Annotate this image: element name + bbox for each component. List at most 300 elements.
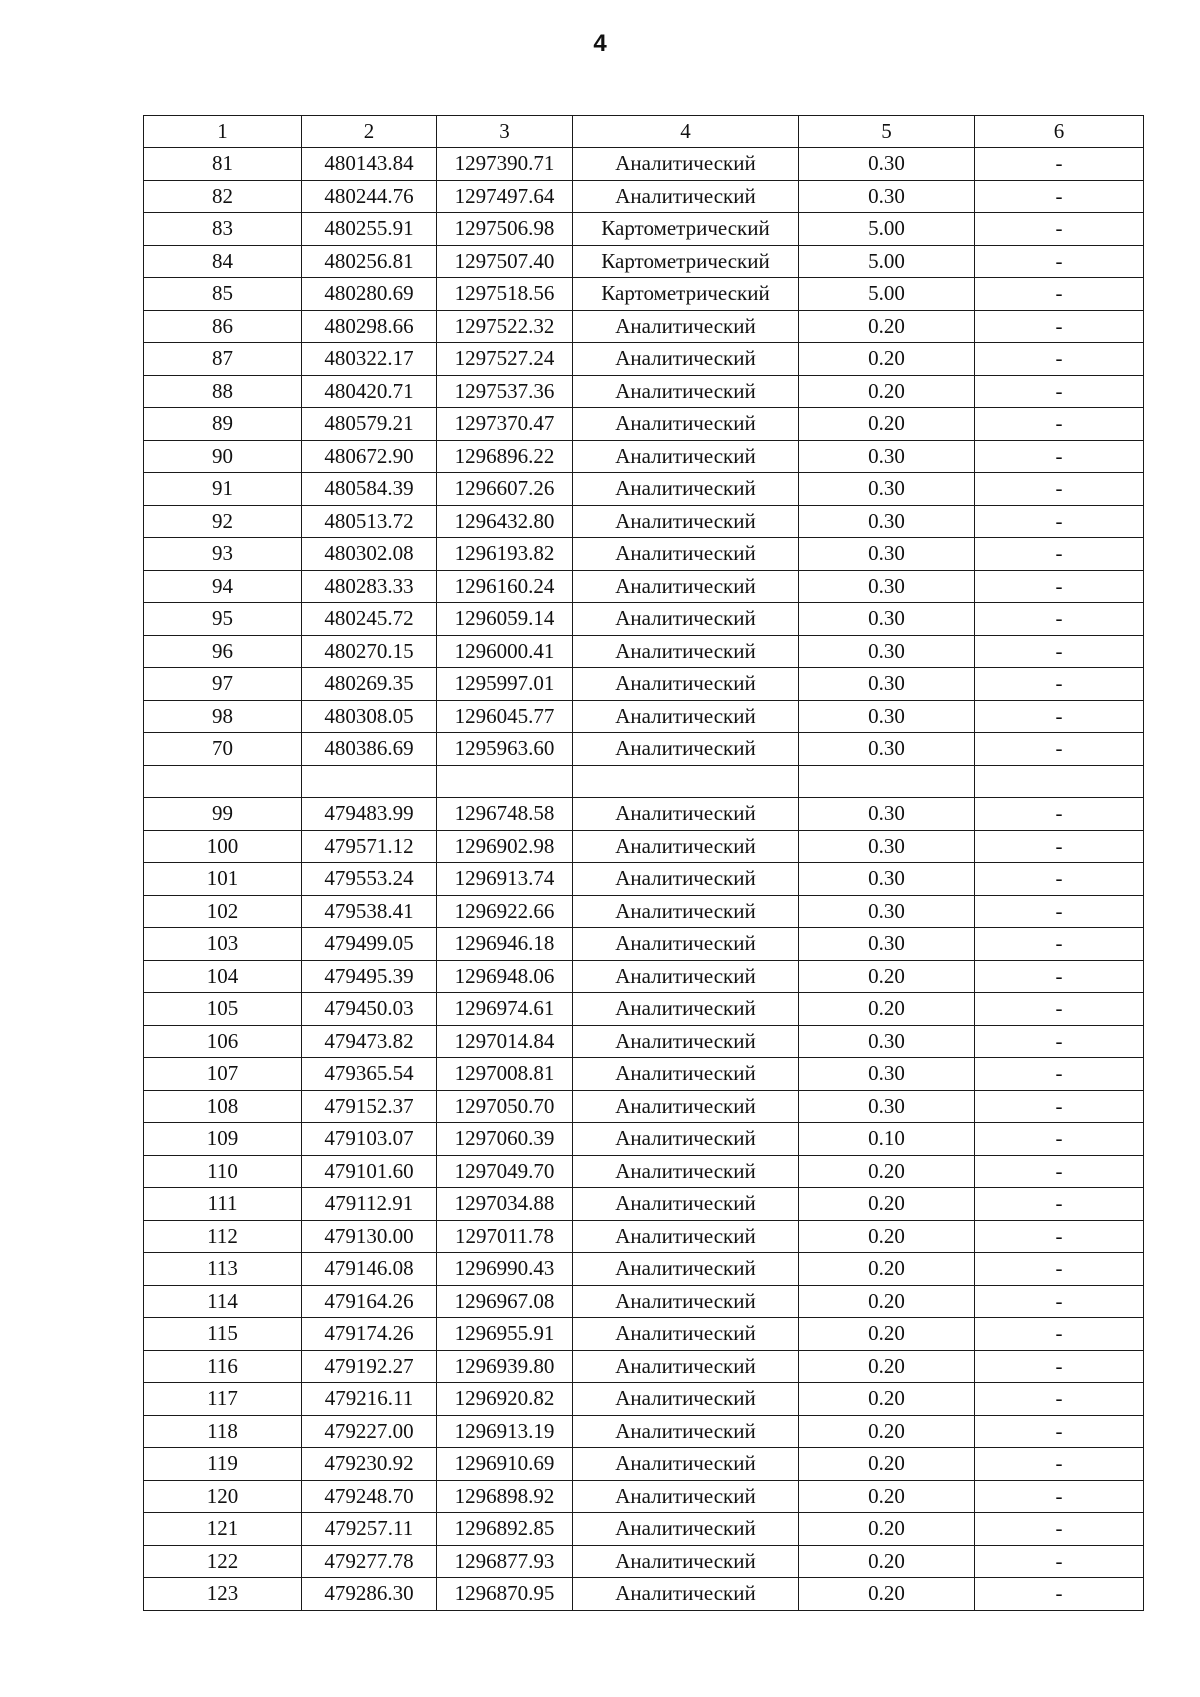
y-coordinate-cell: 1296955.91	[437, 1318, 573, 1351]
table-row	[144, 733, 1144, 766]
point-number-cell: 100	[144, 830, 302, 863]
x-coordinate-cell: 479192.27	[302, 1350, 437, 1383]
y-coordinate-cell: 1296870.95	[437, 1578, 573, 1611]
point-number-cell: 117	[144, 1383, 302, 1416]
accuracy-cell: 0.20	[799, 1415, 975, 1448]
table-row	[144, 603, 1144, 636]
note-cell: -	[975, 1545, 1144, 1578]
note-cell: -	[975, 1383, 1144, 1416]
accuracy-cell: 0.10	[799, 1123, 975, 1156]
y-coordinate-cell: 1297390.71	[437, 148, 573, 181]
point-number-cell: 99	[144, 798, 302, 831]
table-row	[144, 1578, 1144, 1611]
x-coordinate-cell: 479495.39	[302, 960, 437, 993]
point-number-cell: 122	[144, 1545, 302, 1578]
method-cell: Аналитический	[573, 473, 799, 506]
accuracy-cell	[799, 765, 975, 798]
accuracy-cell: 0.30	[799, 668, 975, 701]
accuracy-cell: 0.20	[799, 1513, 975, 1546]
x-coordinate-cell: 479103.07	[302, 1123, 437, 1156]
method-cell: Аналитический	[573, 148, 799, 181]
x-coordinate-cell: 479146.08	[302, 1253, 437, 1286]
table-body	[144, 116, 1144, 1611]
x-coordinate-cell: 479571.12	[302, 830, 437, 863]
y-coordinate-cell: 1297008.81	[437, 1058, 573, 1091]
point-number-cell: 93	[144, 538, 302, 571]
table-header-row	[144, 116, 1144, 148]
x-coordinate-cell: 479101.60	[302, 1155, 437, 1188]
note-cell: -	[975, 1285, 1144, 1318]
note-cell: -	[975, 473, 1144, 506]
y-coordinate-cell: 1297522.32	[437, 310, 573, 343]
point-number-cell: 96	[144, 635, 302, 668]
table-row	[144, 1448, 1144, 1481]
x-coordinate-cell: 480322.17	[302, 343, 437, 376]
note-cell: -	[975, 440, 1144, 473]
point-number-cell: 84	[144, 245, 302, 278]
y-coordinate-cell: 1296948.06	[437, 960, 573, 993]
accuracy-cell: 0.30	[799, 538, 975, 571]
method-cell: Аналитический	[573, 408, 799, 441]
accuracy-cell: 0.30	[799, 1058, 975, 1091]
note-cell: -	[975, 310, 1144, 343]
table-row	[144, 668, 1144, 701]
point-number-cell: 97	[144, 668, 302, 701]
x-coordinate-cell: 480298.66	[302, 310, 437, 343]
x-coordinate-cell: 480584.39	[302, 473, 437, 506]
table-row	[144, 830, 1144, 863]
point-number-cell: 114	[144, 1285, 302, 1318]
note-cell: -	[975, 1253, 1144, 1286]
y-coordinate-cell: 1296432.80	[437, 505, 573, 538]
y-coordinate-cell: 1296896.22	[437, 440, 573, 473]
note-cell: -	[975, 1155, 1144, 1188]
method-cell: Аналитический	[573, 1415, 799, 1448]
method-cell: Аналитический	[573, 1448, 799, 1481]
page-number: 4	[593, 30, 607, 57]
table-row	[144, 928, 1144, 961]
y-coordinate-cell: 1296946.18	[437, 928, 573, 961]
point-number-cell: 85	[144, 278, 302, 311]
x-coordinate-cell: 479130.00	[302, 1220, 437, 1253]
point-number-cell: 94	[144, 570, 302, 603]
table-row	[144, 1318, 1144, 1351]
note-cell: -	[975, 928, 1144, 961]
point-number-cell: 113	[144, 1253, 302, 1286]
note-cell: -	[975, 213, 1144, 246]
table-row	[144, 1513, 1144, 1546]
accuracy-cell: 0.30	[799, 863, 975, 896]
note-cell: -	[975, 960, 1144, 993]
y-coordinate-cell: 1296160.24	[437, 570, 573, 603]
table-row	[144, 278, 1144, 311]
note-cell: -	[975, 798, 1144, 831]
point-number-cell: 110	[144, 1155, 302, 1188]
accuracy-cell: 0.20	[799, 343, 975, 376]
y-coordinate-cell: 1297527.24	[437, 343, 573, 376]
method-cell: Картометрический	[573, 278, 799, 311]
accuracy-cell: 0.20	[799, 1383, 975, 1416]
x-coordinate-cell: 480513.72	[302, 505, 437, 538]
table-row	[144, 765, 1144, 798]
point-number-cell: 107	[144, 1058, 302, 1091]
table-row	[144, 473, 1144, 506]
method-cell: Аналитический	[573, 863, 799, 896]
table-row	[144, 1220, 1144, 1253]
table-row	[144, 343, 1144, 376]
point-number-cell: 104	[144, 960, 302, 993]
y-coordinate-cell: 1296922.66	[437, 895, 573, 928]
note-cell: -	[975, 1123, 1144, 1156]
point-number-cell: 109	[144, 1123, 302, 1156]
method-cell: Аналитический	[573, 895, 799, 928]
note-cell: -	[975, 863, 1144, 896]
table-row	[144, 180, 1144, 213]
accuracy-cell: 5.00	[799, 278, 975, 311]
method-cell: Аналитический	[573, 700, 799, 733]
method-cell: Аналитический	[573, 1513, 799, 1546]
note-cell: -	[975, 700, 1144, 733]
x-coordinate-cell: 479248.70	[302, 1480, 437, 1513]
table-row	[144, 895, 1144, 928]
x-coordinate-cell: 480672.90	[302, 440, 437, 473]
method-cell: Аналитический	[573, 1220, 799, 1253]
method-cell: Аналитический	[573, 960, 799, 993]
table-row	[144, 1155, 1144, 1188]
y-coordinate-cell: 1297060.39	[437, 1123, 573, 1156]
y-coordinate-cell	[437, 765, 573, 798]
method-cell: Аналитический	[573, 1350, 799, 1383]
table-row	[144, 213, 1144, 246]
point-number-cell: 120	[144, 1480, 302, 1513]
x-coordinate-cell: 479227.00	[302, 1415, 437, 1448]
table-row	[144, 1383, 1144, 1416]
method-cell: Аналитический	[573, 1480, 799, 1513]
x-coordinate-cell: 480143.84	[302, 148, 437, 181]
header-cell: 1	[144, 116, 302, 148]
point-number-cell: 87	[144, 343, 302, 376]
table-row	[144, 245, 1144, 278]
table-row	[144, 1350, 1144, 1383]
note-cell: -	[975, 668, 1144, 701]
x-coordinate-cell: 480420.71	[302, 375, 437, 408]
table-row	[144, 1480, 1144, 1513]
method-cell: Аналитический	[573, 1188, 799, 1221]
x-coordinate-cell: 479257.11	[302, 1513, 437, 1546]
accuracy-cell: 0.20	[799, 1188, 975, 1221]
note-cell: -	[975, 343, 1144, 376]
table-row	[144, 1188, 1144, 1221]
table-row	[144, 960, 1144, 993]
table-row	[144, 700, 1144, 733]
x-coordinate-cell: 479538.41	[302, 895, 437, 928]
y-coordinate-cell: 1296059.14	[437, 603, 573, 636]
header-cell: 6	[975, 116, 1144, 148]
accuracy-cell: 0.30	[799, 505, 975, 538]
table-row	[144, 570, 1144, 603]
x-coordinate-cell: 479216.11	[302, 1383, 437, 1416]
note-cell: -	[975, 570, 1144, 603]
y-coordinate-cell: 1296193.82	[437, 538, 573, 571]
note-cell: -	[975, 375, 1144, 408]
table-row	[144, 148, 1144, 181]
note-cell: -	[975, 603, 1144, 636]
x-coordinate-cell: 479473.82	[302, 1025, 437, 1058]
y-coordinate-cell: 1297011.78	[437, 1220, 573, 1253]
accuracy-cell: 0.20	[799, 1578, 975, 1611]
accuracy-cell: 0.20	[799, 1220, 975, 1253]
x-coordinate-cell: 480283.33	[302, 570, 437, 603]
x-coordinate-cell: 479174.26	[302, 1318, 437, 1351]
table-row	[144, 635, 1144, 668]
y-coordinate-cell: 1296902.98	[437, 830, 573, 863]
x-coordinate-cell: 479450.03	[302, 993, 437, 1026]
accuracy-cell: 0.20	[799, 1285, 975, 1318]
x-coordinate-cell: 479152.37	[302, 1090, 437, 1123]
y-coordinate-cell: 1297370.47	[437, 408, 573, 441]
accuracy-cell: 0.20	[799, 375, 975, 408]
y-coordinate-cell: 1296045.77	[437, 700, 573, 733]
accuracy-cell: 0.30	[799, 798, 975, 831]
point-number-cell: 81	[144, 148, 302, 181]
point-number-cell: 106	[144, 1025, 302, 1058]
note-cell: -	[975, 538, 1144, 571]
accuracy-cell: 0.20	[799, 1253, 975, 1286]
method-cell: Аналитический	[573, 993, 799, 1026]
accuracy-cell: 0.20	[799, 1350, 975, 1383]
method-cell: Аналитический	[573, 1578, 799, 1611]
y-coordinate-cell: 1296967.08	[437, 1285, 573, 1318]
y-coordinate-cell: 1297506.98	[437, 213, 573, 246]
x-coordinate-cell: 480269.35	[302, 668, 437, 701]
accuracy-cell: 0.30	[799, 733, 975, 766]
table-row	[144, 1090, 1144, 1123]
note-cell: -	[975, 830, 1144, 863]
method-cell: Аналитический	[573, 1123, 799, 1156]
point-number-cell: 90	[144, 440, 302, 473]
point-number-cell: 86	[144, 310, 302, 343]
method-cell: Аналитический	[573, 1090, 799, 1123]
note-cell: -	[975, 733, 1144, 766]
point-number-cell: 111	[144, 1188, 302, 1221]
y-coordinate-cell: 1296974.61	[437, 993, 573, 1026]
point-number-cell: 103	[144, 928, 302, 961]
table-row	[144, 1058, 1144, 1091]
method-cell: Картометрический	[573, 245, 799, 278]
y-coordinate-cell: 1296607.26	[437, 473, 573, 506]
y-coordinate-cell: 1296910.69	[437, 1448, 573, 1481]
accuracy-cell: 0.20	[799, 1155, 975, 1188]
method-cell: Аналитический	[573, 1318, 799, 1351]
x-coordinate-cell: 480245.72	[302, 603, 437, 636]
method-cell: Аналитический	[573, 505, 799, 538]
note-cell: -	[975, 1220, 1144, 1253]
note-cell: -	[975, 1513, 1144, 1546]
header-cell: 3	[437, 116, 573, 148]
point-number-cell: 101	[144, 863, 302, 896]
y-coordinate-cell: 1296748.58	[437, 798, 573, 831]
method-cell: Аналитический	[573, 635, 799, 668]
table-row	[144, 1285, 1144, 1318]
method-cell: Аналитический	[573, 668, 799, 701]
y-coordinate-cell: 1296990.43	[437, 1253, 573, 1286]
y-coordinate-cell: 1296920.82	[437, 1383, 573, 1416]
x-coordinate-cell: 480302.08	[302, 538, 437, 571]
note-cell: -	[975, 1448, 1144, 1481]
method-cell: Аналитический	[573, 1253, 799, 1286]
method-cell: Аналитический	[573, 928, 799, 961]
table-row	[144, 798, 1144, 831]
y-coordinate-cell: 1296898.92	[437, 1480, 573, 1513]
accuracy-cell: 0.30	[799, 1025, 975, 1058]
point-number-cell: 112	[144, 1220, 302, 1253]
point-number-cell: 102	[144, 895, 302, 928]
note-cell: -	[975, 180, 1144, 213]
table-row	[144, 1415, 1144, 1448]
table-row	[144, 538, 1144, 571]
y-coordinate-cell: 1295963.60	[437, 733, 573, 766]
x-coordinate-cell: 479483.99	[302, 798, 437, 831]
x-coordinate-cell: 480256.81	[302, 245, 437, 278]
header-cell: 5	[799, 116, 975, 148]
table-row	[144, 310, 1144, 343]
note-cell: -	[975, 1415, 1144, 1448]
method-cell: Аналитический	[573, 798, 799, 831]
table-row	[144, 1123, 1144, 1156]
method-cell: Аналитический	[573, 310, 799, 343]
x-coordinate-cell: 480244.76	[302, 180, 437, 213]
y-coordinate-cell: 1297050.70	[437, 1090, 573, 1123]
note-cell: -	[975, 1480, 1144, 1513]
note-cell: -	[975, 148, 1144, 181]
note-cell: -	[975, 1058, 1144, 1091]
x-coordinate-cell: 479553.24	[302, 863, 437, 896]
accuracy-cell: 0.20	[799, 960, 975, 993]
accuracy-cell: 0.30	[799, 635, 975, 668]
x-coordinate-cell: 479164.26	[302, 1285, 437, 1318]
x-coordinate-cell: 479277.78	[302, 1545, 437, 1578]
note-cell: -	[975, 505, 1144, 538]
table-row	[144, 993, 1144, 1026]
accuracy-cell: 0.30	[799, 570, 975, 603]
point-number-cell: 121	[144, 1513, 302, 1546]
point-number-cell: 89	[144, 408, 302, 441]
note-cell	[975, 765, 1144, 798]
y-coordinate-cell: 1297497.64	[437, 180, 573, 213]
point-number-cell: 118	[144, 1415, 302, 1448]
method-cell: Аналитический	[573, 733, 799, 766]
y-coordinate-cell: 1297014.84	[437, 1025, 573, 1058]
header-cell: 4	[573, 116, 799, 148]
y-coordinate-cell: 1295997.01	[437, 668, 573, 701]
y-coordinate-cell: 1296877.93	[437, 1545, 573, 1578]
method-cell: Картометрический	[573, 213, 799, 246]
method-cell: Аналитический	[573, 830, 799, 863]
point-number-cell: 91	[144, 473, 302, 506]
table-row	[144, 375, 1144, 408]
note-cell: -	[975, 1318, 1144, 1351]
accuracy-cell: 0.30	[799, 928, 975, 961]
method-cell: Аналитический	[573, 375, 799, 408]
point-number-cell	[144, 765, 302, 798]
point-number-cell: 116	[144, 1350, 302, 1383]
x-coordinate-cell	[302, 765, 437, 798]
note-cell: -	[975, 1350, 1144, 1383]
x-coordinate-cell: 479112.91	[302, 1188, 437, 1221]
y-coordinate-cell: 1297507.40	[437, 245, 573, 278]
method-cell: Аналитический	[573, 570, 799, 603]
method-cell: Аналитический	[573, 538, 799, 571]
accuracy-cell: 0.30	[799, 180, 975, 213]
x-coordinate-cell: 480579.21	[302, 408, 437, 441]
y-coordinate-cell: 1296913.19	[437, 1415, 573, 1448]
accuracy-cell: 0.30	[799, 603, 975, 636]
method-cell: Аналитический	[573, 603, 799, 636]
method-cell: Аналитический	[573, 1155, 799, 1188]
y-coordinate-cell: 1296939.80	[437, 1350, 573, 1383]
x-coordinate-cell: 480255.91	[302, 213, 437, 246]
point-number-cell: 95	[144, 603, 302, 636]
y-coordinate-cell: 1297049.70	[437, 1155, 573, 1188]
point-number-cell: 123	[144, 1578, 302, 1611]
point-number-cell: 119	[144, 1448, 302, 1481]
note-cell: -	[975, 1188, 1144, 1221]
x-coordinate-cell: 479365.54	[302, 1058, 437, 1091]
method-cell: Аналитический	[573, 343, 799, 376]
x-coordinate-cell: 480280.69	[302, 278, 437, 311]
accuracy-cell: 0.20	[799, 1545, 975, 1578]
accuracy-cell: 0.20	[799, 993, 975, 1026]
point-number-cell: 105	[144, 993, 302, 1026]
x-coordinate-cell: 479286.30	[302, 1578, 437, 1611]
note-cell: -	[975, 635, 1144, 668]
point-number-cell: 115	[144, 1318, 302, 1351]
table-row	[144, 1545, 1144, 1578]
header-cell: 2	[302, 116, 437, 148]
y-coordinate-cell: 1297034.88	[437, 1188, 573, 1221]
point-number-cell: 92	[144, 505, 302, 538]
method-cell: Аналитический	[573, 440, 799, 473]
note-cell: -	[975, 408, 1144, 441]
method-cell	[573, 765, 799, 798]
method-cell: Аналитический	[573, 1383, 799, 1416]
accuracy-cell: 0.20	[799, 1448, 975, 1481]
accuracy-cell: 0.30	[799, 895, 975, 928]
point-number-cell: 88	[144, 375, 302, 408]
y-coordinate-cell: 1296892.85	[437, 1513, 573, 1546]
point-number-cell: 83	[144, 213, 302, 246]
table-row	[144, 505, 1144, 538]
accuracy-cell: 0.30	[799, 830, 975, 863]
point-number-cell: 108	[144, 1090, 302, 1123]
method-cell: Аналитический	[573, 180, 799, 213]
point-number-cell: 82	[144, 180, 302, 213]
table-row	[144, 1253, 1144, 1286]
accuracy-cell: 0.30	[799, 473, 975, 506]
method-cell: Аналитический	[573, 1285, 799, 1318]
note-cell: -	[975, 1025, 1144, 1058]
y-coordinate-cell: 1296000.41	[437, 635, 573, 668]
table-row	[144, 408, 1144, 441]
note-cell: -	[975, 993, 1144, 1026]
y-coordinate-cell: 1297537.36	[437, 375, 573, 408]
note-cell: -	[975, 278, 1144, 311]
point-number-cell: 70	[144, 733, 302, 766]
method-cell: Аналитический	[573, 1025, 799, 1058]
point-number-cell: 98	[144, 700, 302, 733]
note-cell: -	[975, 245, 1144, 278]
accuracy-cell: 0.30	[799, 700, 975, 733]
